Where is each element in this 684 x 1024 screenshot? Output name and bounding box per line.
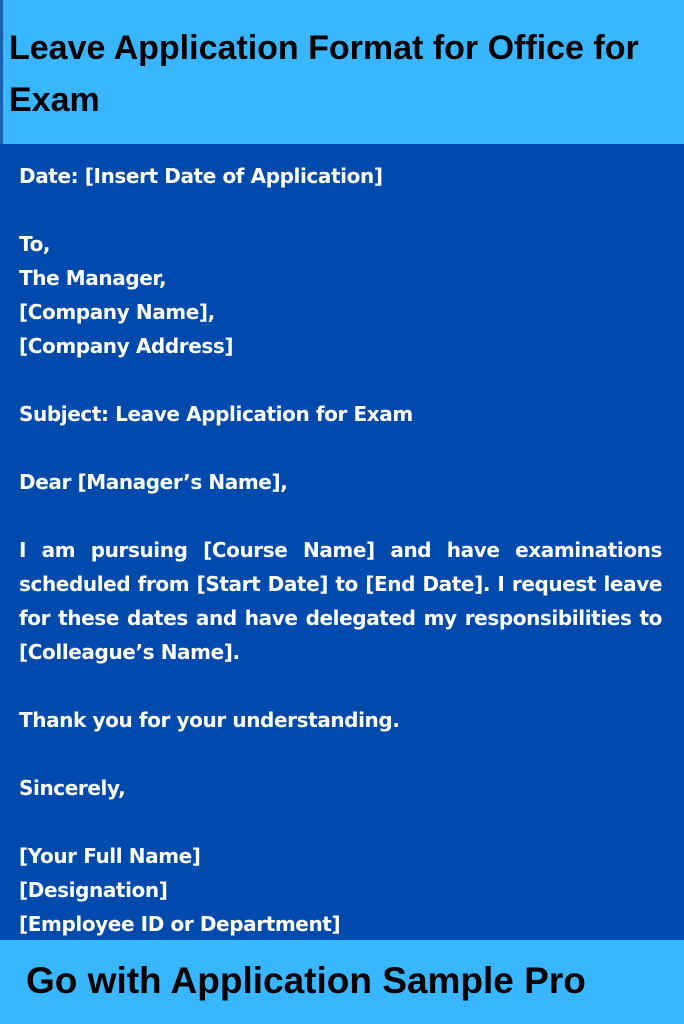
spacer <box>19 669 662 703</box>
date-line: Date: [Insert Date of Application] <box>19 164 383 188</box>
spacer <box>19 431 662 465</box>
spacer <box>19 363 662 397</box>
letter-panel <box>0 144 684 940</box>
signature-employee-id: [Employee ID or Department] <box>19 912 341 936</box>
spacer <box>19 805 662 839</box>
body-paragraph: I am pursuing [Course Name] and have examinations scheduled from [Start Date] to [End Date]. I request leave for these dates and have delegated my responsibilities to [Colleague’s Name]. <box>19 538 662 664</box>
signature-designation: [Designation] <box>19 878 168 902</box>
signature-name: [Your Full Name] <box>19 844 201 868</box>
recipient-title: The Manager, <box>19 266 167 290</box>
header-banner <box>0 0 684 144</box>
to-line: To, <box>19 232 51 256</box>
subject-line: Subject: Leave Application for Exam <box>19 402 413 426</box>
page-title: Leave Application Format for Office for Exam <box>9 29 639 119</box>
thanks-line: Thank you for your understanding. <box>19 708 400 732</box>
company-name: [Company Name], <box>19 300 215 324</box>
spacer <box>19 193 662 227</box>
spacer <box>19 737 662 771</box>
footer-brand-text: Go with Application Sample Pro <box>26 960 586 1001</box>
spacer <box>19 499 662 533</box>
company-address: [Company Address] <box>19 334 234 358</box>
salutation: Dear [Manager’s Name], <box>19 470 288 494</box>
footer-banner <box>0 940 684 1024</box>
closing-line: Sincerely, <box>19 776 126 800</box>
letter-body <box>19 159 662 941</box>
